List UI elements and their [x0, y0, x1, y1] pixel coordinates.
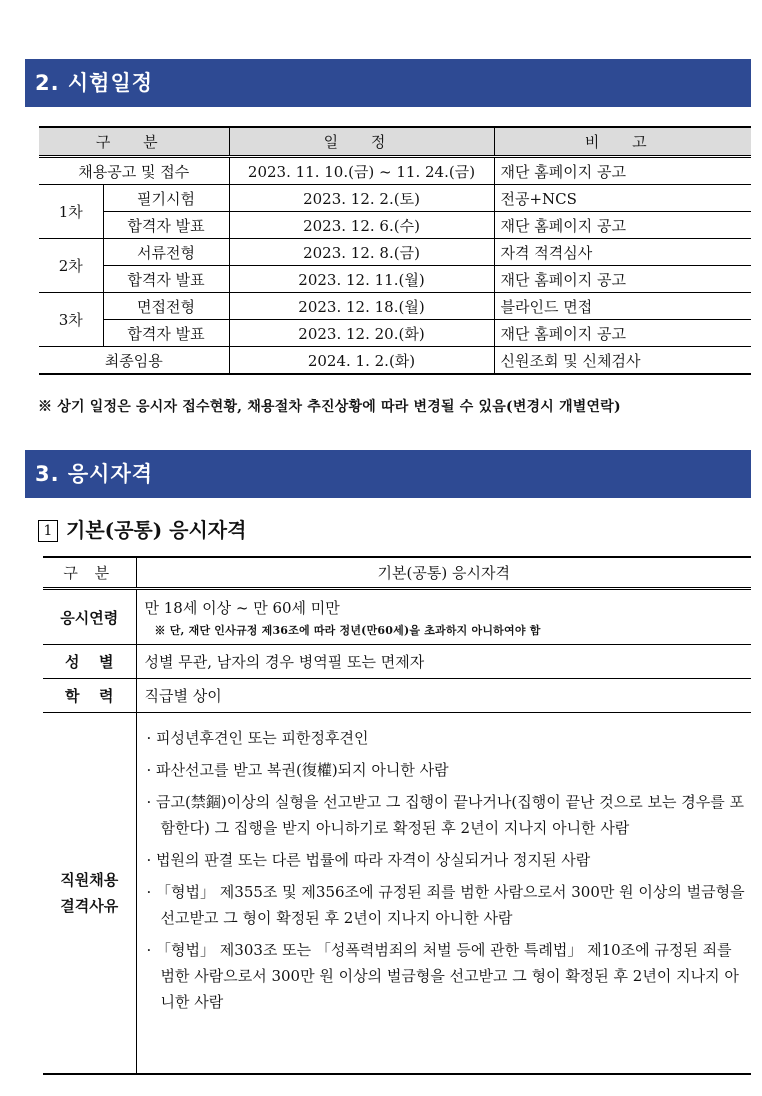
row-date: 2023. 12. 20.(화): [229, 320, 494, 347]
row-date: 2023. 12. 8.(금): [229, 239, 494, 266]
section-title-qualification: 3. 응시자격: [25, 450, 751, 498]
table-row: [39, 239, 751, 266]
table-row: [39, 293, 751, 320]
row-item: 합격자 발표: [103, 266, 229, 293]
age-note: ※ 단, 재단 인사규정 제36조에 따라 정년(만60세)을 초과하지 아니하여야 함: [154, 623, 541, 637]
header-remarks: 비 고: [494, 127, 751, 157]
gender-label-a: 성: [65, 653, 80, 671]
qualification-table: [43, 556, 751, 1075]
row-date: 2023. 12. 6.(수): [229, 212, 494, 239]
table-row: [43, 645, 751, 679]
row-value-gender: 성별 무관, 남자의 경우 병역필 또는 면제자: [136, 645, 751, 679]
row-label-gender: [43, 645, 136, 679]
row-item: 면접전형: [103, 293, 229, 320]
row-note: 재단 홈페이지 공고: [494, 212, 751, 239]
row-note: 전공+NCS: [494, 185, 751, 212]
row-date: 2023. 12. 11.(월): [229, 266, 494, 293]
header-category: 구 분: [39, 127, 229, 157]
education-label-b: 력: [99, 687, 114, 705]
header-schedule: 일 정: [229, 127, 494, 157]
table-row: [39, 320, 751, 347]
list-item: · 「형법」 제355조 및 제356조에 규정된 죄를 범한 사람으로서 300만 원 이상의 벌금형을 선고받고 그 형이 확정된 후 2년이 지나지 아니한 사람: [146, 883, 745, 927]
row-value-disqualification: [136, 713, 751, 1075]
row-item: 합격자 발표: [103, 320, 229, 347]
row-note: 재단 홈페이지 공고: [494, 157, 751, 185]
table-row: [43, 589, 751, 645]
row-label: 채용공고 및 접수: [39, 157, 229, 185]
list-item: · 법원의 판결 또는 다른 법률에 따라 자격이 상실되거나 정지된 사람: [146, 851, 591, 869]
row-date: 2023. 11. 10.(금) ~ 11. 24.(금): [229, 157, 494, 185]
row-date: 2024. 1. 2.(화): [229, 347, 494, 375]
row-date: 2023. 12. 2.(토): [229, 185, 494, 212]
row-note: 신원조회 및 신체검사: [494, 347, 751, 375]
schedule-table: [39, 126, 751, 375]
education-label-a: 학: [65, 687, 80, 705]
list-item: · 금고(禁錮)이상의 실형을 선고받고 그 집행이 끝나거나(집행이 끝난 것으로 보는 경우를 포함한다) 그 집행을 받지 아니하기로 확정된 후 2년이 지나지 아니한 사람: [146, 793, 744, 837]
table-row: [43, 713, 751, 1075]
subheading: [38, 514, 246, 543]
table-header-row: [39, 127, 751, 157]
row-label-age: 응시연령: [43, 589, 136, 645]
subheading-text: 기본(공통) 응시자격: [66, 518, 247, 542]
table-header-row: [43, 557, 751, 589]
subheading-number-box: 1: [38, 520, 58, 542]
row-note: 재단 홈페이지 공고: [494, 266, 751, 293]
stage-label: 2차: [39, 239, 103, 293]
row-note: 재단 홈페이지 공고: [494, 320, 751, 347]
row-item: 필기시험: [103, 185, 229, 212]
list-item: · 피성년후견인 또는 피한정후견인: [146, 729, 369, 747]
row-label-education: [43, 679, 136, 713]
age-value: 만 18세 이상 ~ 만 60세 미만: [144, 598, 340, 617]
row-note: 블라인드 면접: [494, 293, 751, 320]
disqualification-list: [137, 713, 752, 1015]
table-row: [39, 347, 751, 375]
disq-label-line1: 직원채용: [60, 871, 119, 889]
disq-label-line2: 결격사유: [60, 897, 119, 915]
table-row: [39, 212, 751, 239]
list-item: · 「형법」 제303조 또는 「성폭력범죄의 처벌 등에 관한 특례법」 제10조에 규정된 죄를 범한 사람으로서 300만 원 이상의 벌금형을 선고받고 그 형이 확정된 후 2년이 지나지 아니한 사람: [146, 941, 739, 1011]
table-row: [39, 157, 751, 185]
row-label: 최종임용: [39, 347, 229, 375]
table-row: [39, 266, 751, 293]
row-date: 2023. 12. 18.(월): [229, 293, 494, 320]
row-note: 자격 적격심사: [494, 239, 751, 266]
stage-label: 1차: [39, 185, 103, 239]
table-row: [43, 679, 751, 713]
row-item: 합격자 발표: [103, 212, 229, 239]
header-qualification: 기본(공통) 응시자격: [136, 557, 751, 589]
row-value-age: [136, 589, 751, 645]
stage-label: 3차: [39, 293, 103, 347]
row-label-disqualification: [43, 713, 136, 1075]
table-row: [39, 185, 751, 212]
row-item: 서류전형: [103, 239, 229, 266]
section-title-schedule: 2. 시험일정: [25, 59, 751, 107]
row-value-education: 직급별 상이: [136, 679, 751, 713]
header-category: 구 분: [43, 557, 136, 589]
schedule-note: ※ 상기 일정은 응시자 접수현황, 채용절차 추진상황에 따라 변경될 수 있음(변경시 개별연락): [38, 399, 621, 415]
gender-label-b: 별: [99, 653, 114, 671]
list-item: · 파산선고를 받고 복권(復權)되지 아니한 사람: [146, 761, 449, 779]
